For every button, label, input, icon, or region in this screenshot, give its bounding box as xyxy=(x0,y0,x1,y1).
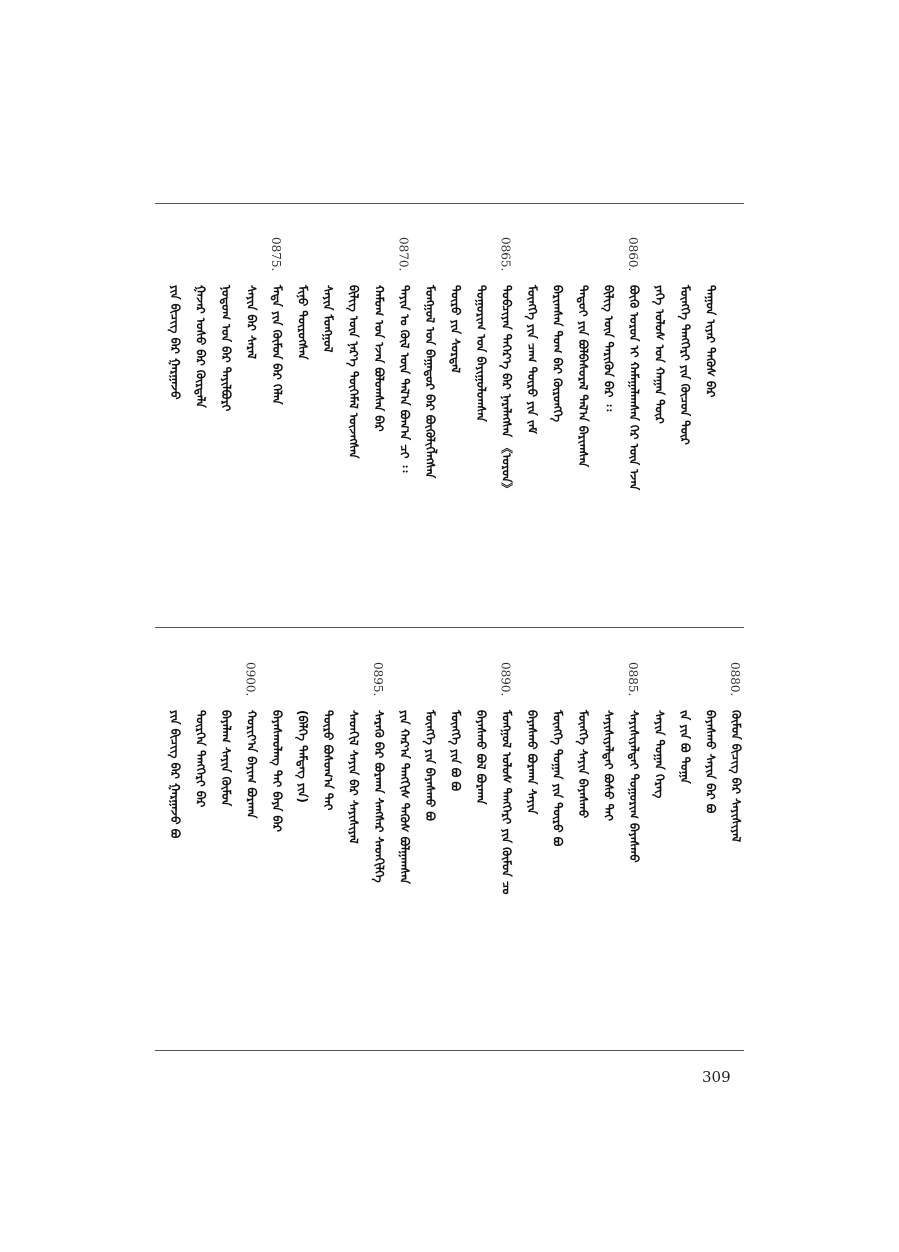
verse-text: ᠲᠥᠷᠥ ᠪᠣᠰᠤᠭ᠎ᠠ ᠲᠠᠢ xyxy=(321,710,335,811)
verse-line xyxy=(677,640,691,1040)
verse-line xyxy=(626,640,640,1040)
verse-text: ᠲᠥᠷᠥ ᠶᠢᠨ ᠰᠤᠷᠲᠠᠯ xyxy=(448,285,463,374)
verse-text: ᠮᠡᠳᠡ ᠶᠢᠨ ᠬᠦᠮᠦᠨ ᠪᠡᠷ ᠬᠡᠯᠡᠨ xyxy=(270,285,284,405)
verse-text: ᠪᠠᠶᠠᠰᠬᠤᠯᠠᠩ ᠲᠠᠢ ᠪᠡᠶᠡ ᠪᠠᠷ xyxy=(270,710,284,832)
verse-line xyxy=(295,215,309,615)
line-number: 0885. xyxy=(626,662,640,697)
verse-text: ᠪᠠᠶᠠᠯᠠᠭ ᠰᠠᠶᠢᠨ ᠬᠦᠮᠦᠨ xyxy=(219,710,233,807)
verse-text: ᠮᠣᠩᠭᠣᠯ ᠤᠯᠤᠰ ᠲᠡᠩᠭᠡᠷᠢ ᠶᠢᠨ ᠬᠦᠮᠦᠨ ᠴᠤ xyxy=(499,710,514,895)
page-number: 309 xyxy=(702,1068,731,1086)
verse-text: ᠬᠣᠷᠢᠶ᠎ᠠ ᠪᠠᠶᠢᠭ ᠪᠤᠷᠬᠠᠨ xyxy=(244,710,259,819)
verse-line xyxy=(524,215,538,615)
verse-text: ᠭᠠᠵᠠᠷ ᠤᠰᠤ ᠪᠡᠷ ᠬᠦᠷᠲᠡᠯᠡ xyxy=(193,285,208,408)
verse-line xyxy=(550,640,564,1040)
verse-text: ᠮᠥᠩᠬᠡ ᠲᠣᠭᠠᠨ ᠶᠢᠨ ᠲᠥᠷᠥ ᠪᠤ xyxy=(550,710,565,847)
verse-text: ᠰᠠᠶᠢᠰᠢᠶᠠᠯᠲᠠᠢ ᠪᠤᠰᠤ ᠲᠠᠢ xyxy=(601,710,616,822)
verse-line xyxy=(218,215,232,615)
verse-line xyxy=(652,640,666,1040)
verse-line xyxy=(626,215,640,615)
verse-text: ᠮᠣᠩᠭᠣᠯ ᠤᠨ ᠪᠠᠭᠠᠳᠤᠷ ᠪᠡᠷ ᠪᠦᠬᠦᠯᠢᠭᠯᠡᠭᠰᠡᠨ xyxy=(423,285,437,479)
verse-text: ᠨᠤᠲᠤᠭ ᠤᠨ ᠪᠡᠷ ᠲᠠᠶᠢᠯᠪᠤᠷᠢ xyxy=(219,285,233,412)
verse-text: ᠶᠢᠨ ᠪᠢᠴᠢᠭ ᠪᠡᠷ ᠭᠠᠷᠭᠠᠵᠤ xyxy=(168,285,182,400)
verse-line xyxy=(346,640,360,1040)
verse-text: ᠳᠠᠶᠢᠨ ᠤ ᠬᠥᠯ ᠦᠨ ᠲᠠᠯ᠎ᠠ ᠪᠤᠭ᠎ᠠ ᠴᠢ ᠄᠄ xyxy=(397,285,412,473)
verse-line xyxy=(167,215,181,615)
verse-text: ᠮᠢᠨᠤ ᠲᠥᠷᠥᠭᠰᠡᠨ xyxy=(295,285,310,360)
verse-text: ᠵᠠ ᠶᠢᠨ ᠪᠤ ᠲᠣᠭᠠ xyxy=(678,710,692,784)
verse-text: ᠲᠡᠳᠦᠢ ᠶᠢᠨ ᠪᠤᠯᠪᠠᠰᠤᠷᠠᠯ ᠲᠠᠯ᠎ᠠ ᠪᠠᠷᠢᠭᠰᠠᠨ xyxy=(576,285,590,468)
verse-text: ᠰᠡᠷᠡᠬᠦ ᠪᠡᠷ ᠪᠤᠷᠬᠠᠨ ᠰᠠᠩᠰᠠᠷ ᠰᠡᠳᠬᠢᠯᠭᠡ xyxy=(372,710,386,883)
verse-line xyxy=(244,640,258,1040)
verse-line xyxy=(677,215,691,615)
verse-text: ᠲᠣᠪᠴᠢᠶᠠᠨ ᠳᠡᠭᠡᠷ᠎ᠡ ᠪᠡᠷ ᠨᠡᠷᠡᠯᠡᠭᠰᠡᠨ 《ᠣᠷᠣᠨ》 xyxy=(499,285,514,495)
verse-text: ᠶᠡᠬᠡ ᠤᠯᠤᠰ ᠤᠨ ᠬᠠᠭᠠᠨ ᠳᠥᠷ xyxy=(652,285,667,424)
verse-line xyxy=(473,215,487,615)
upper-text-block xyxy=(155,215,744,615)
line-number: 0875. xyxy=(269,237,283,272)
verse-text: (ᠪᠡᠯᠭᠡ ᠲᠡᠮᠳᠡᠭ ᠶᠢᠨ) xyxy=(295,710,310,803)
verse-text: ᠶᠢᠨ ᠬᠠᠷ᠎ᠠ ᠲᠡᠩᠭᠢᠰ ᠲᠡᠭᠦᠰ ᠪᠣᠯᠭᠠᠭᠰᠠᠨ xyxy=(397,710,412,884)
verse-text: ᠲᠦᠷᠭᠡᠨ ᠲᠡᠩᠭᠡᠷᠢ ᠪᠠᠷ xyxy=(193,710,208,808)
verse-text: ᠬᠦᠮᠦᠨ ᠪᠢᠴᠢᠭ ᠪᠡᠷ ᠰᠠᠶᠢᠰᠢᠶᠠᠯ xyxy=(729,710,743,843)
verse-text: ᠮᠥᠩᠬᠡ ᠰᠠᠶᠢᠨ ᠪᠠᠶᠠᠰᠬᠤ xyxy=(576,710,590,819)
verse-text: ᠬᠠᠮᠤᠭ ᠤᠨ ᠡᠵᠡᠨ ᠪᠤᠯᠤᠭᠰᠠᠨ ᠪᠡᠷ xyxy=(372,285,386,432)
verse-line xyxy=(550,215,564,615)
line-number: 0865. xyxy=(498,237,513,272)
verse-line xyxy=(524,640,538,1040)
verse-text: ᠪᠠᠶᠠᠰᠬᠤ ᠪᠤᠷᠬᠠᠨ ᠰᠠᠶᠢᠨ xyxy=(525,710,539,815)
verse-line xyxy=(728,640,742,1040)
line-number: 0880. xyxy=(728,662,742,697)
verse-text: ᠮᠥᠩᠬᠡ ᠶᠢᠨ ᠪᠤ ᠪᠤ xyxy=(448,710,463,792)
verse-text: ᠮᠥᠩᠬᠡ ᠲᠡᠩᠭᠡᠷᠢ ᠶᠢᠨ ᠬᠦᠴᠦᠨ ᠳᠦᠷ xyxy=(678,285,692,445)
top-rule xyxy=(155,203,744,204)
middle-rule xyxy=(155,627,744,628)
verse-line xyxy=(320,215,334,615)
verse-text: ᠰᠠᠶᠢᠰᠢᠶᠠᠯᠲᠠᠢ ᠲᠣᠭᠣᠷᠢᠭ ᠪᠠᠶᠠᠰᠬᠤ xyxy=(627,710,641,863)
verse-line xyxy=(269,640,283,1040)
verse-line xyxy=(193,215,207,615)
verse-line xyxy=(244,215,258,615)
lower-text-block xyxy=(155,640,744,1040)
verse-line xyxy=(397,640,411,1040)
verse-line xyxy=(652,215,666,615)
line-number: 0860. xyxy=(626,237,640,272)
verse-line xyxy=(473,640,487,1040)
verse-line xyxy=(295,640,309,1040)
verse-line xyxy=(371,215,385,615)
verse-line xyxy=(346,215,360,615)
verse-line xyxy=(167,640,181,1040)
verse-text: ᠮᠥᠩᠬᠡ ᠶᠢᠨ ᠪᠠᠶᠠᠰᠬᠤ ᠪᠤ xyxy=(423,710,437,821)
verse-text: ᠳᠠᠭᠤᠨ ᠢᠶᠠᠷ ᠲᠡᠭᠦᠰ ᠪᠡᠷ xyxy=(703,285,718,398)
verse-text: ᠰᠠᠶᠢᠨ ᠪᠡᠷ ᠰᠠᠷᠠᠯ xyxy=(244,285,259,360)
verse-line xyxy=(448,215,462,615)
verse-text: ᠪᠦᠬᠦ ᠣᠷᠣᠨ ᠢ ᠬᠠᠮᠠᠭᠠᠯᠠᠭᠰᠠᠨ ᠭᠡᠷ ᠦᠨ ᠡᠵᠡᠨ xyxy=(627,285,641,491)
verse-line xyxy=(575,215,589,615)
verse-line xyxy=(422,640,436,1040)
line-number: 0890. xyxy=(498,662,513,697)
verse-text: ᠪᠠᠶᠠᠰᠬᠤ ᠰᠠᠶᠢᠨ ᠪᠡᠷ ᠪᠤ xyxy=(703,710,718,814)
verse-line xyxy=(499,640,513,1040)
verse-line xyxy=(499,215,513,615)
verse-text: ᠰᠠᠶᠢᠨ ᠲᠣᠭᠠᠨ ᠬᠡᠷᠡᠭ xyxy=(652,710,667,799)
verse-text: ᠪᠠᠶᠠᠰᠬᠤ ᠪᠣᠯ ᠪᠤᠷᠬᠠᠨ xyxy=(474,710,488,805)
verse-line xyxy=(703,215,717,615)
verse-text: ᠪᠢᠯᠢᠭ ᠦᠨ ᠲᠡᠷᠢᠭᠦᠨ ᠪᠡᠷ ᠄᠄ xyxy=(601,285,616,412)
verse-line xyxy=(320,640,334,1040)
line-number: 0895. xyxy=(371,662,385,697)
verse-line xyxy=(703,640,717,1040)
verse-text: ᠶᠢᠨ ᠪᠢᠴᠢᠭ ᠪᠡᠷ ᠭᠠᠷᠭᠠᠵᠤ ᠪᠤ xyxy=(168,710,182,839)
verse-line xyxy=(193,640,207,1040)
verse-line xyxy=(218,640,232,1040)
verse-text: ᠰᠡᠳᠬᠢᠯ ᠰᠠᠶᠢᠨ ᠪᠡᠷ ᠰᠠᠶᠢᠰᠢᠶᠠᠯ xyxy=(346,710,361,844)
verse-line xyxy=(371,640,385,1040)
verse-line xyxy=(448,640,462,1040)
verse-text: ᠰᠠᠶᠢᠨ ᠮᠣᠩᠭᠣᠯ xyxy=(321,285,335,353)
verse-text: ᠪᠢᠯᠢᠭ ᠦᠨ ᠨᠡᠷ᠎ᠡ ᠲᠦᠭᠡᠮᠡᠯ ᠦᠵᠡᠭᠰᠡᠨ xyxy=(346,285,361,459)
verse-line xyxy=(601,215,615,615)
verse-text: ᠲᠣᠭᠣᠷᠢᠭ ᠤᠨ ᠪᠠᠶᠢᠭᠤᠯᠤᠭᠰᠠᠨ xyxy=(474,285,488,422)
line-number: 0900. xyxy=(243,662,258,697)
bottom-rule xyxy=(155,1050,744,1051)
verse-line xyxy=(601,640,615,1040)
verse-text: ᠪᠠᠷᠢᠭᠰᠠᠨ ᠲᠤᠭ ᠪᠡᠷ ᠬᠥᠷᠦᠩᠭᠡ xyxy=(550,285,565,423)
verse-text: ᠮᠥᠩᠬᠡ ᠶᠢᠨ ᠴᠠᠭ ᠲᠥᠷᠦ ᠶᠢᠨ ᠵᠠᠮ xyxy=(525,285,539,434)
verse-line xyxy=(575,640,589,1040)
verse-line xyxy=(397,215,411,615)
verse-line xyxy=(269,215,283,615)
line-number: 0870. xyxy=(396,237,411,272)
verse-line xyxy=(422,215,436,615)
